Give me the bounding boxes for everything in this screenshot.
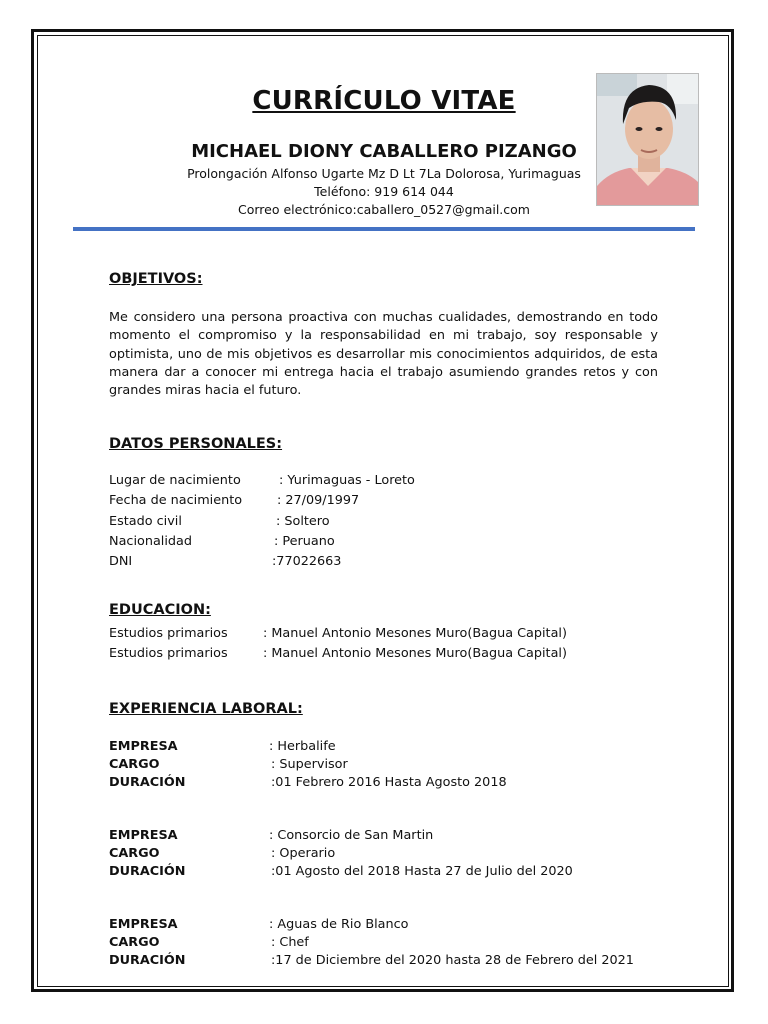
- empresa-label: EMPRESA: [109, 739, 178, 754]
- empresa-value: : Aguas de Rio Blanco: [269, 917, 409, 932]
- empresa-label: EMPRESA: [109, 828, 178, 843]
- datos-value: : 27/09/1997: [277, 493, 360, 508]
- section-heading-datos-personales: DATOS PERSONALES:: [109, 436, 283, 452]
- empresa-value: : Consorcio de San Martin: [269, 828, 434, 843]
- document-title: CURRÍCULO VITAE: [252, 86, 516, 116]
- cargo-value: : Supervisor: [271, 757, 348, 772]
- datos-value: : Yurimaguas - Loreto: [279, 473, 415, 488]
- section-heading-experiencia: EXPERIENCIA LABORAL:: [109, 701, 303, 717]
- cargo-value: : Operario: [271, 846, 336, 861]
- cargo-label: CARGO: [109, 846, 160, 861]
- candidate-name: MICHAEL DIONY CABALLERO PIZANGO: [191, 141, 577, 162]
- section-heading-educacion: EDUCACION:: [109, 602, 211, 618]
- datos-label: Nacionalidad: [109, 534, 192, 549]
- objetivos-text: Me considero una persona proactiva con muchas cualidades, demostrando en todo momento el compromiso y la responsabilidad en mi trabajo, soy responsable y optimista, uno de mis objetivos es desarrollar mis conocimientos adquiridos, de esta manera dar a conocer mi entrega hacia el trabajo asumiendo grandes retos y con grandes miras hacia el futuro.: [109, 310, 658, 399]
- educacion-label: Estudios primarios: [109, 626, 228, 641]
- datos-label: DNI: [109, 554, 133, 569]
- duracion-label: DURACIÓN: [109, 775, 186, 790]
- phone-line: Teléfono: 919 614 044: [314, 184, 454, 199]
- datos-value: : Peruano: [274, 534, 335, 549]
- duracion-label: DURACIÓN: [109, 864, 186, 879]
- section-heading-objetivos: OBJETIVOS:: [109, 271, 203, 287]
- address-line: Prolongación Alfonso Ugarte Mz D Lt 7La Dolorosa, Yurimaguas: [187, 166, 581, 181]
- cargo-label: CARGO: [109, 757, 160, 772]
- educacion-value: : Manuel Antonio Mesones Muro(Bagua Capital): [263, 646, 567, 661]
- header-divider: [73, 227, 695, 231]
- empresa-value: : Herbalife: [269, 739, 336, 754]
- empresa-label: EMPRESA: [109, 917, 178, 932]
- datos-label: Fecha de nacimiento: [109, 493, 243, 508]
- cargo-value: : Chef: [271, 935, 309, 950]
- duracion-value: :01 Agosto del 2018 Hasta 27 de Julio del 2020: [271, 864, 573, 879]
- datos-label: Estado civil: [109, 514, 182, 529]
- duracion-value: :17 de Diciembre del 2020 hasta 28 de Febrero del 2021: [271, 953, 634, 968]
- email-line: Correo electrónico:caballero_0527@gmail.com: [238, 202, 530, 217]
- educacion-value: : Manuel Antonio Mesones Muro(Bagua Capital): [263, 626, 567, 641]
- datos-value: :77022663: [272, 554, 342, 569]
- profile-photo: [596, 73, 699, 206]
- datos-label: Lugar de nacimiento: [109, 473, 241, 488]
- duracion-label: DURACIÓN: [109, 953, 186, 968]
- educacion-label: Estudios primarios: [109, 646, 228, 661]
- cargo-label: CARGO: [109, 935, 160, 950]
- duracion-value: :01 Febrero 2016 Hasta Agosto 2018: [271, 775, 507, 790]
- datos-value: : Soltero: [276, 514, 330, 529]
